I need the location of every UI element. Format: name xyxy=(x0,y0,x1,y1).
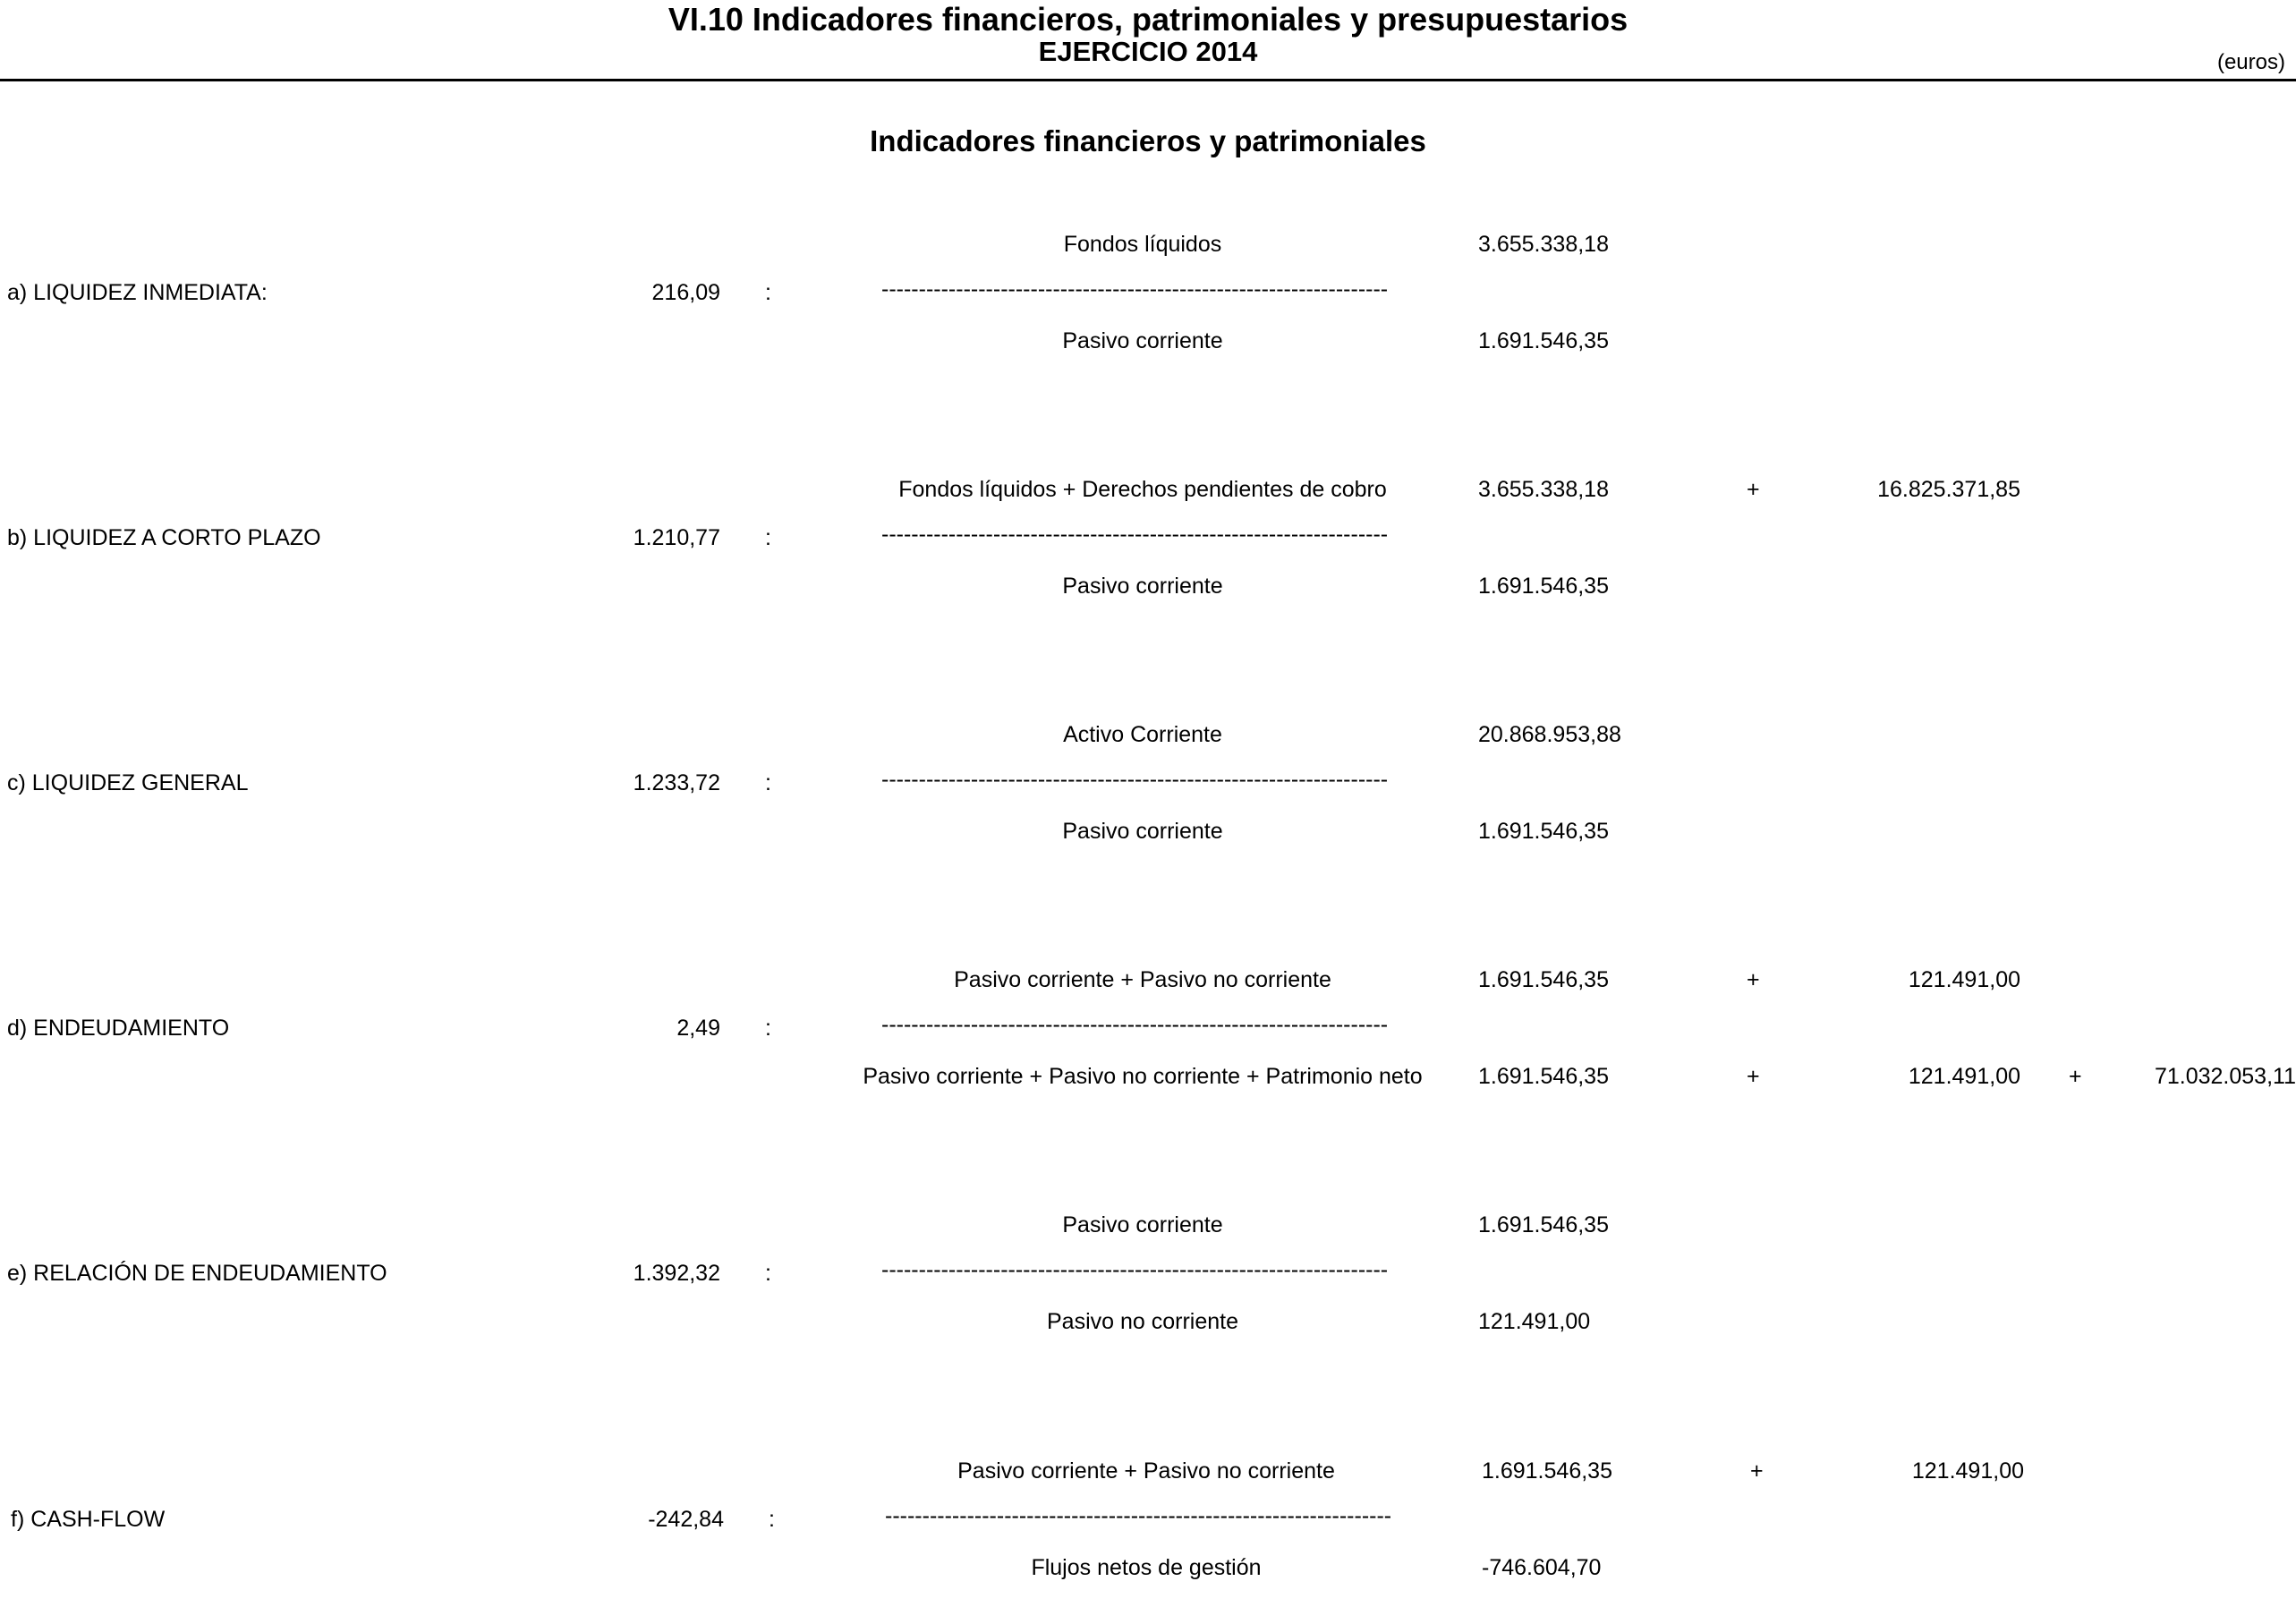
units-label: (euros) xyxy=(2216,50,2285,74)
fraction-line: -------------------------------------------------------------------- xyxy=(881,1012,1389,1037)
separator-colon: : xyxy=(765,770,771,795)
numerator-operator: + xyxy=(1750,1458,1764,1484)
fraction-line: -------------------------------------------------------------------- xyxy=(881,276,1389,302)
numerator-operator: + xyxy=(1747,967,1760,992)
indicator-label: e) RELACIÓN DE ENDEUDAMIENTO xyxy=(7,1261,387,1286)
indicator-value: 1.210,77 xyxy=(633,525,720,550)
numerator-value: 121.491,00 xyxy=(1908,967,2020,992)
separator-colon: : xyxy=(765,1016,771,1041)
numerator-text: Fondos líquidos + Derechos pendientes de cobro xyxy=(898,477,1387,502)
numerator-value: 16.825.371,85 xyxy=(1877,477,2020,502)
numerator-text: Activo Corriente xyxy=(1063,722,1222,747)
numerator-text: Pasivo corriente + Pasivo no corriente xyxy=(957,1458,1335,1484)
page-subtitle: EJERCICIO 2014 xyxy=(1038,36,1258,67)
separator-colon: : xyxy=(765,525,771,550)
denominator-value: 1.691.546,35 xyxy=(1478,1064,1609,1089)
denominator-text: Pasivo corriente xyxy=(1062,574,1223,599)
fraction-line: -------------------------------------------------------------------- xyxy=(881,767,1389,792)
denominator-value: -746.604,70 xyxy=(1482,1555,1602,1580)
indicator-label: b) LIQUIDEZ A CORTO PLAZO xyxy=(7,525,321,550)
numerator-operator: + xyxy=(1747,477,1760,502)
numerator-value: 1.691.546,35 xyxy=(1482,1458,1612,1484)
separator-colon: : xyxy=(769,1507,775,1532)
denominator-value: 71.032.053,11 xyxy=(2154,1064,2296,1089)
numerator-value: 3.655.338,18 xyxy=(1478,232,1609,257)
denominator-value: 121.491,00 xyxy=(1908,1064,2020,1089)
indicator-value: 216,09 xyxy=(651,280,720,305)
denominator-value: 1.691.546,35 xyxy=(1478,328,1609,353)
page-title: VI.10 Indicadores financieros, patrimoniales y presupuestarios xyxy=(668,1,1628,38)
denominator-value: 1.691.546,35 xyxy=(1478,819,1609,844)
indicator-label: f) CASH-FLOW xyxy=(11,1507,166,1532)
separator-colon: : xyxy=(765,1261,771,1286)
numerator-value: 3.655.338,18 xyxy=(1478,477,1609,502)
header-divider xyxy=(0,79,2296,81)
indicator-value: 2,49 xyxy=(676,1016,720,1041)
indicator-label: a) LIQUIDEZ INMEDIATA: xyxy=(7,280,268,305)
separator-colon: : xyxy=(765,280,771,305)
denominator-operator: + xyxy=(2069,1064,2082,1089)
indicator-value: 1.392,32 xyxy=(633,1261,720,1286)
numerator-text: Pasivo corriente xyxy=(1062,1212,1223,1237)
denominator-text: Pasivo corriente + Pasivo no corriente + Patrimonio neto xyxy=(863,1064,1423,1089)
indicator-label: c) LIQUIDEZ GENERAL xyxy=(7,770,249,795)
denominator-operator: + xyxy=(1747,1064,1760,1089)
denominator-text: Pasivo no corriente xyxy=(1046,1309,1238,1334)
fraction-line: -------------------------------------------------------------------- xyxy=(881,1257,1389,1282)
denominator-text: Flujos netos de gestión xyxy=(1031,1555,1262,1580)
numerator-value: 20.868.953,88 xyxy=(1478,722,1621,747)
indicator-label: d) ENDEUDAMIENTO xyxy=(7,1016,230,1041)
fraction-line: -------------------------------------------------------------------- xyxy=(885,1503,1392,1528)
fraction-line: -------------------------------------------------------------------- xyxy=(881,522,1389,547)
indicator-value: -242,84 xyxy=(648,1507,724,1532)
section-title: Indicadores financieros y patrimoniales xyxy=(870,124,1426,157)
denominator-value: 121.491,00 xyxy=(1478,1309,1591,1334)
numerator-text: Pasivo corriente + Pasivo no corriente xyxy=(954,967,1331,992)
numerator-value: 1.691.546,35 xyxy=(1478,967,1609,992)
numerator-text: Fondos líquidos xyxy=(1063,232,1222,257)
denominator-value: 1.691.546,35 xyxy=(1478,574,1609,599)
numerator-value: 121.491,00 xyxy=(1911,1458,2024,1484)
denominator-text: Pasivo corriente xyxy=(1062,328,1223,353)
numerator-value: 1.691.546,35 xyxy=(1478,1212,1609,1237)
denominator-text: Pasivo corriente xyxy=(1062,819,1223,844)
indicator-value: 1.233,72 xyxy=(633,770,720,795)
